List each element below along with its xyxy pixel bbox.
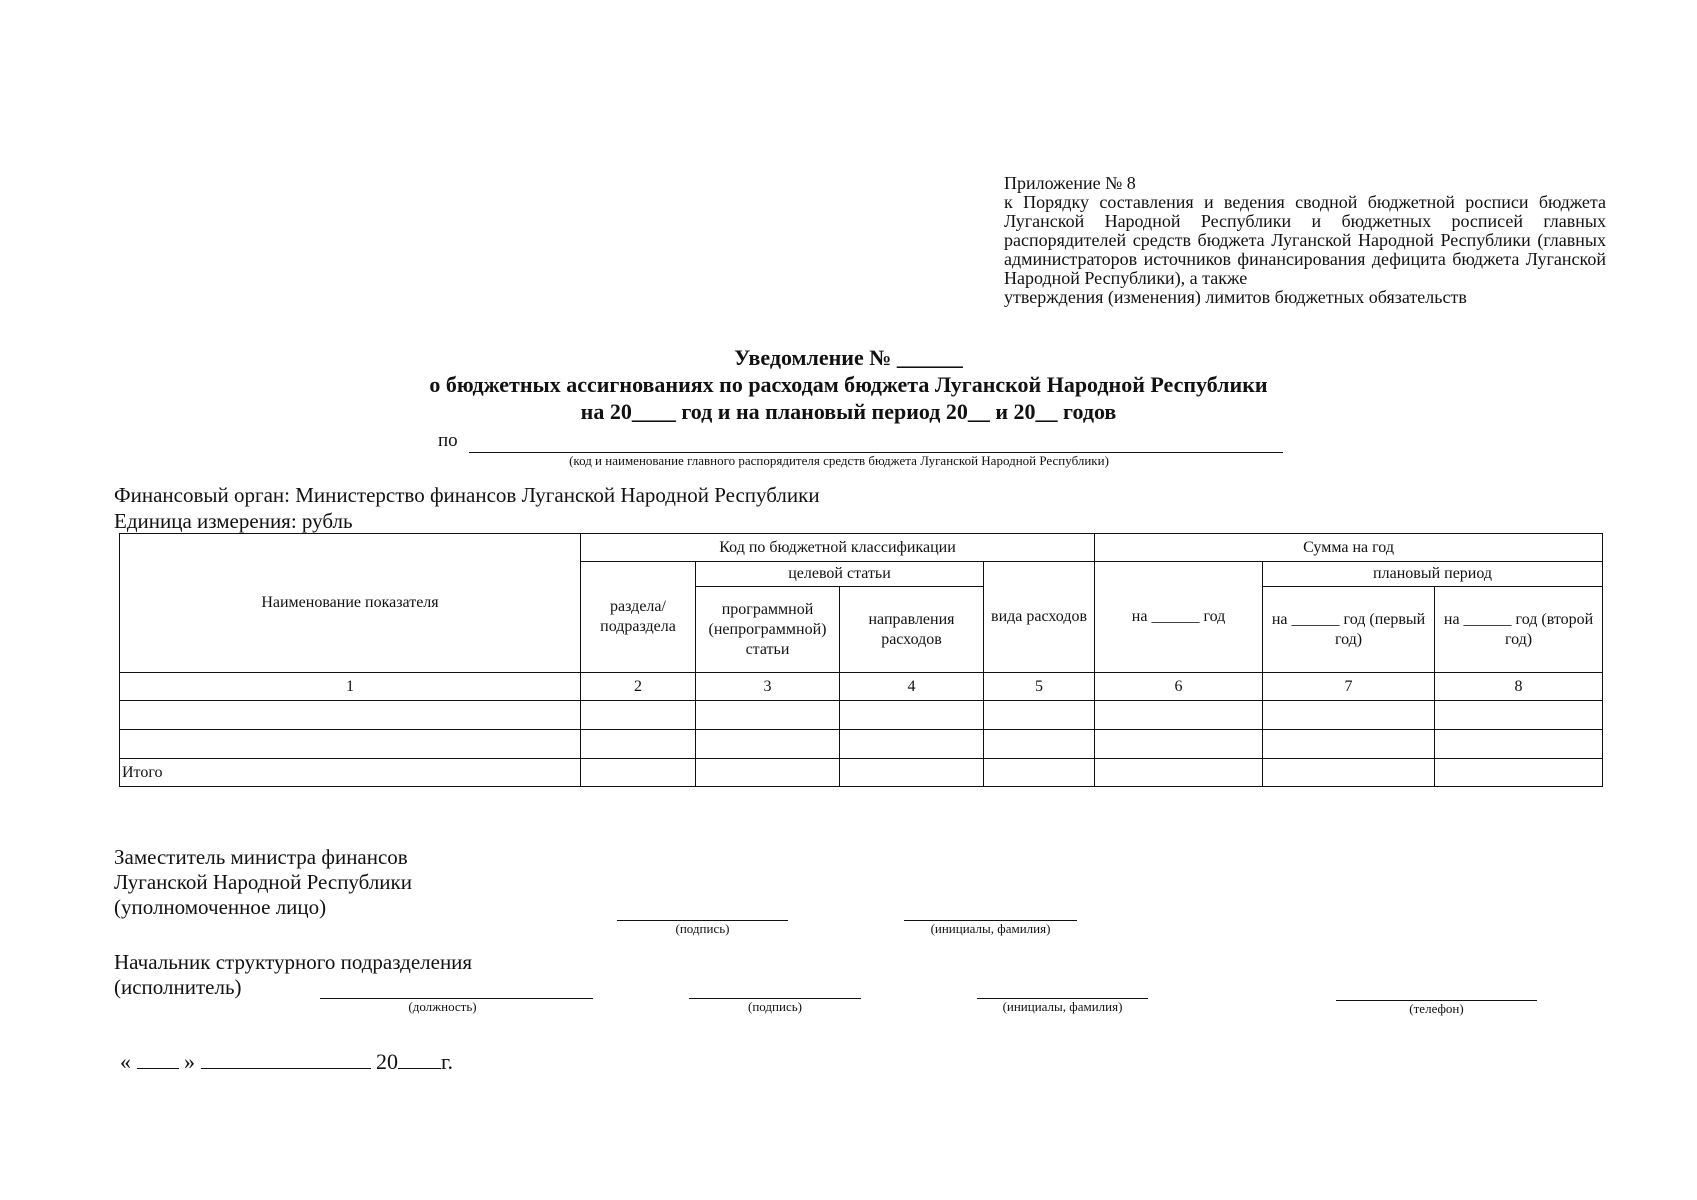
table-cell [696, 759, 840, 787]
finance-body: Финансовый орган: Министерство финансов Луганской Народной Республики [114, 483, 820, 507]
head-line-1: Начальник структурного подразделения [114, 950, 473, 974]
head-name-caption: (инициалы, фамилия) [1002, 999, 1123, 1014]
unit-line: Единица измерения: рубль [114, 509, 353, 533]
table-cell [120, 730, 581, 759]
col-number: 5 [984, 673, 1095, 701]
appendix-number: Приложение № 8 [1004, 173, 1136, 193]
col-number: 8 [1435, 673, 1603, 701]
table-cell [840, 759, 984, 787]
head-line-2: (исполнитель) [114, 975, 242, 999]
deputy-signature-caption: (подпись) [675, 921, 730, 936]
table-cell [984, 730, 1095, 759]
date-open-quote: « [120, 1049, 131, 1074]
table-cell [1435, 701, 1603, 730]
budget-table [119, 533, 1603, 787]
header-first-year: на ______ год (первый год) [1263, 587, 1435, 673]
year-prefix: 20 [376, 1049, 398, 1074]
total-label: Итого [120, 759, 581, 787]
header-section: раздела/ подраздела [581, 562, 696, 673]
table-cell [120, 701, 581, 730]
table-cell [840, 730, 984, 759]
table-cell [840, 701, 984, 730]
header-target: целевой статьи [696, 562, 984, 587]
table-cell [1095, 701, 1263, 730]
col-number: 2 [581, 673, 696, 701]
table-cell [1263, 701, 1435, 730]
table-cell [984, 759, 1095, 787]
table-cell [1095, 730, 1263, 759]
title-line-1: Уведомление № ______ [734, 345, 963, 370]
col-number: 3 [696, 673, 840, 701]
deputy-line-1: Заместитель министра финансов [114, 845, 408, 869]
col-number: 6 [1095, 673, 1263, 701]
title-line-3: на 20____ год и на плановый период 20__ и 20__ годов [580, 399, 1117, 424]
header-year: на ______ год [1095, 562, 1263, 673]
table-cell [696, 701, 840, 730]
table-cell [581, 730, 696, 759]
table-row-total [120, 759, 1603, 787]
table-cell [1263, 759, 1435, 787]
date-close-quote: » [184, 1049, 195, 1074]
table-cell [1435, 730, 1603, 759]
table-row [120, 701, 1603, 730]
deputy-name-caption: (инициалы, фамилия) [930, 921, 1051, 936]
header-code: Код по бюджетной классификации [581, 534, 1095, 562]
title-line-2: о бюджетных ассигнованиях по расходам бюджета Луганской Народной Республики [429, 372, 1268, 397]
col-number: 1 [120, 673, 581, 701]
phone-caption: (телефон) [1409, 1001, 1464, 1016]
table-cell [1435, 759, 1603, 787]
header-kind: вида расходов [984, 562, 1095, 673]
header-direction: направления расходов [840, 587, 984, 673]
header-name: Наименование показателя [120, 534, 581, 673]
position-caption: (должность) [408, 999, 477, 1014]
appendix-text: к Порядку составления и ведения сводной бюджетной росписи бюджета Луганской Народной Республики и бюджетных росписей главных распорядителей средств бюджета Луганской Народной Республики (главных администраторов источников финансирования дефицита бюджета Луганской Народной Республики), а также [1004, 192, 1606, 288]
deputy-line-2: Луганской Народной Республики [114, 870, 412, 894]
header-sum: Сумма на год [1095, 534, 1603, 562]
table-cell [984, 701, 1095, 730]
year-blank [398, 1067, 441, 1069]
date-row [120, 1049, 453, 1075]
header-program: программной (непрограммной) статьи [696, 587, 840, 673]
table-row [120, 730, 1603, 759]
po-caption: (код и наименование главного распорядителя средств бюджета Луганской Народной Республики) [569, 453, 1109, 468]
col-number: 4 [840, 673, 984, 701]
table-cell [1095, 759, 1263, 787]
deputy-line-3: (уполномоченное лицо) [114, 895, 327, 919]
table-cell [696, 730, 840, 759]
col-number: 7 [1263, 673, 1435, 701]
table-cell [581, 701, 696, 730]
header-plan: плановый период [1263, 562, 1603, 587]
month-blank [201, 1067, 371, 1069]
po-label: по [438, 430, 458, 451]
appendix-text-last: утверждения (изменения) лимитов бюджетных обязательств [1004, 287, 1467, 307]
year-suffix: г. [441, 1049, 454, 1074]
table-cell [581, 759, 696, 787]
header-second-year: на ______ год (второй год) [1435, 587, 1603, 673]
day-blank [137, 1067, 179, 1069]
table-cell [1263, 730, 1435, 759]
head-signature-caption: (подпись) [748, 999, 802, 1014]
appendix-block [1004, 174, 1606, 307]
